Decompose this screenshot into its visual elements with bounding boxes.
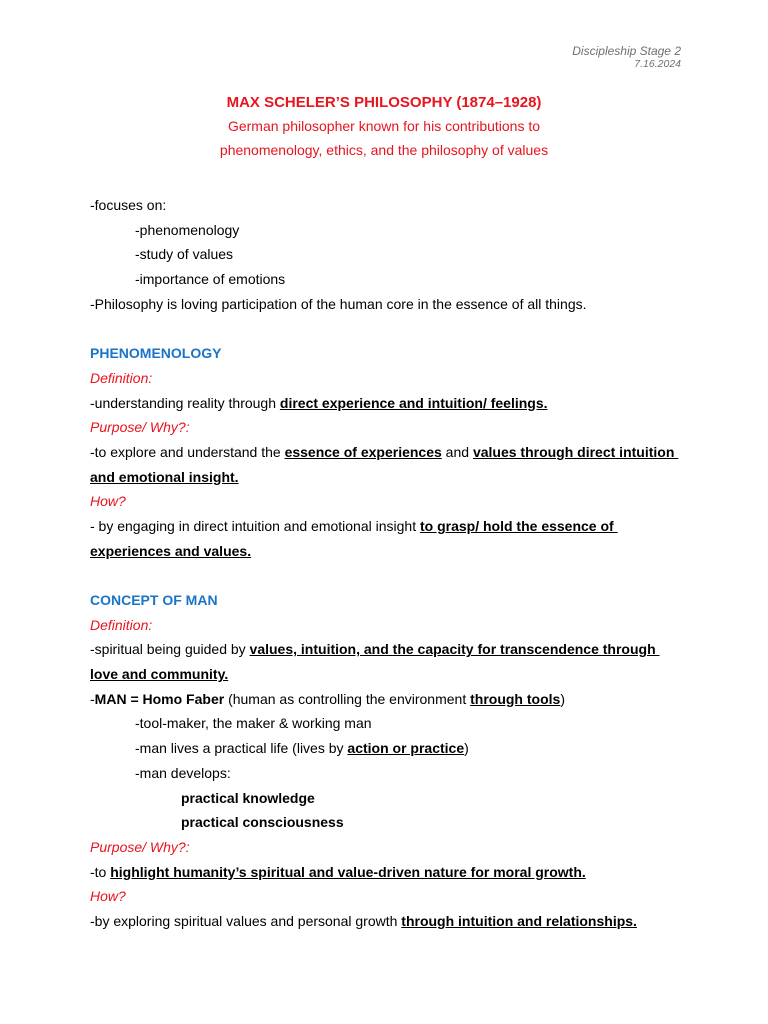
phenomenology-how-cont: [90, 539, 690, 564]
phenomenology-purpose-cont: [90, 465, 690, 490]
page-header: [572, 44, 681, 70]
toolmaker-item: -tool-maker, the maker & working man: [135, 715, 372, 732]
subtitle-line-2: phenomenology, ethics, and the philosophy of values: [219, 142, 549, 158]
text-run: - by engaging in direct intuition and emotional insight: [90, 517, 420, 534]
text-run: -man lives a practical life (lives by: [135, 740, 348, 757]
emphasis-text: action or practice: [347, 740, 465, 757]
emphasis-text: love and community.: [90, 666, 229, 683]
how-label: How?: [90, 493, 126, 510]
emphasis-text: to grasp/ hold the essence of: [419, 517, 618, 534]
phenomenology-how: [90, 514, 690, 539]
title-block: [0, 92, 768, 162]
section-heading-concept-of-man: CONCEPT OF MAN: [90, 592, 218, 608]
how-label: How?: [90, 888, 126, 905]
text-run: -spiritual being guided by: [90, 641, 250, 658]
text-run: -to explore and understand the: [90, 443, 285, 460]
subtitle-line-1: German philosopher known for his contributions to: [227, 118, 541, 134]
man-definition: [90, 637, 690, 662]
text-run: -: [90, 690, 95, 707]
definition-label: Definition:: [90, 369, 153, 386]
develops-subitem: practical consciousness: [181, 814, 344, 831]
emphasis-text: essence of experiences: [284, 443, 442, 460]
text-run: ): [464, 740, 469, 757]
header-course: Discipleship Stage 2: [572, 44, 681, 58]
emphasis-text: experiences and values.: [90, 542, 252, 559]
purpose-label: Purpose/ Why?:: [90, 419, 190, 436]
practical-life-item: [90, 736, 690, 761]
text-run: ): [560, 690, 565, 707]
document-title: MAX SCHELER’S PHILOSOPHY (1874–1928): [226, 94, 542, 111]
develops-subitem: practical knowledge: [181, 789, 315, 806]
purpose-label: Purpose/ Why?:: [90, 838, 190, 855]
focus-item: -importance of emotions: [135, 271, 286, 288]
emphasis-text: highlight humanity’s spiritual and value-driven nature for moral growth.: [110, 863, 586, 880]
man-definition-cont: [90, 662, 690, 687]
emphasis-text: through tools: [470, 690, 561, 707]
emphasis-text: through intuition and relationships.: [401, 912, 637, 929]
philosophy-statement: -Philosophy is loving participation of the human core in the essence of all things.: [90, 295, 587, 312]
spacer: [90, 563, 690, 588]
focuses-on: -focuses on:: [90, 197, 167, 213]
emphasis-text: values through direct intuition: [472, 443, 679, 460]
focus-item: -study of values: [135, 246, 234, 263]
emphasis-text: values, intuition, and the capacity for transcendence through: [249, 641, 660, 658]
bold-text: MAN = Homo Faber: [94, 690, 225, 707]
definition-label: Definition:: [90, 616, 153, 633]
section-heading-phenomenology: PHENOMENOLOGY: [90, 345, 222, 362]
document-body: [90, 193, 690, 934]
emphasis-text: direct experience and intuition/ feelings.: [279, 394, 548, 411]
header-date: 7.16.2024: [634, 58, 681, 70]
emphasis-text: and emotional insight.: [90, 468, 239, 485]
focus-item: -phenomenology: [135, 221, 240, 238]
phenomenology-definition: [90, 391, 690, 416]
man-purpose: [90, 860, 690, 885]
text-run: -to: [90, 863, 111, 880]
homo-faber: [90, 687, 690, 712]
man-how: [90, 909, 690, 934]
text-run: and: [441, 443, 473, 460]
phenomenology-purpose: [90, 440, 690, 465]
text-run: -understanding reality through: [90, 394, 280, 411]
spacer: [90, 316, 690, 341]
develops-item: -man develops:: [135, 764, 231, 781]
text-run: (human as controlling the environment: [224, 690, 471, 707]
text-run: -by exploring spiritual values and personal growth: [90, 912, 402, 929]
